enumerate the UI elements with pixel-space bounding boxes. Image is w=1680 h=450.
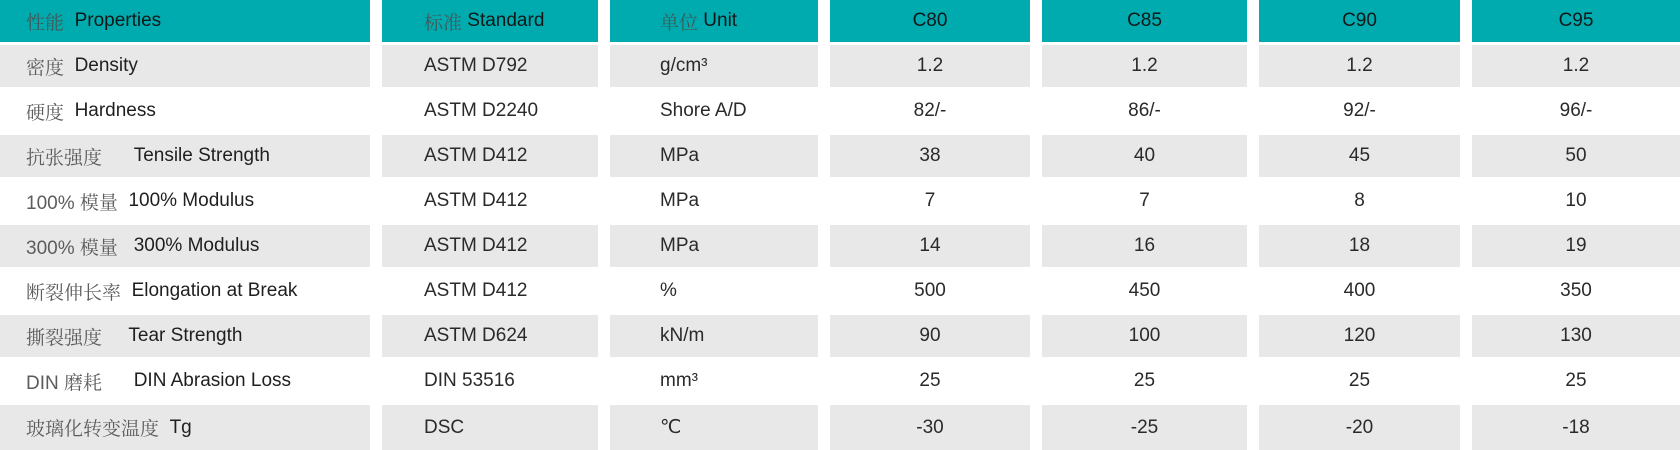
standard-text: ASTM D2240 — [424, 100, 539, 121]
unit-text: % — [660, 280, 677, 301]
property-zh: 密度 — [26, 57, 75, 79]
property-cell — [0, 180, 370, 222]
value-text: 38 — [919, 145, 941, 166]
value-text: 1.2 — [1131, 55, 1158, 76]
table-body — [0, 45, 1680, 450]
unit-cell — [610, 360, 818, 402]
unit-cell — [610, 315, 818, 357]
value-text: 7 — [1139, 190, 1150, 211]
unit-text: ℃ — [660, 417, 682, 438]
property-zh: 断裂伸长率 — [26, 282, 132, 304]
property-zh: 硬度 — [26, 102, 75, 124]
value-cell-c90 — [1259, 45, 1460, 87]
header-grade-c90 — [1259, 0, 1460, 42]
value-text: 10 — [1565, 190, 1587, 211]
standard-text: ASTM D412 — [424, 280, 528, 301]
unit-text: g/cm³ — [660, 55, 708, 76]
value-cell-c85 — [1042, 315, 1247, 357]
value-text: 8 — [1354, 190, 1365, 211]
property-zh: 玻璃化转变温度 — [26, 419, 170, 440]
property-cell — [0, 135, 370, 177]
property-en: Density — [74, 55, 138, 76]
value-text: 40 — [1133, 145, 1156, 166]
table-header-row — [0, 0, 1680, 42]
unit-text: MPa — [660, 190, 700, 211]
value-cell-c80 — [830, 270, 1030, 312]
header-unit — [610, 0, 818, 42]
value-text: 120 — [1343, 325, 1376, 346]
value-cell-c85 — [1042, 90, 1247, 132]
value-cell-c95 — [1472, 90, 1680, 132]
value-cell-c80 — [830, 405, 1030, 450]
property-zh: 抗张强度 — [26, 147, 134, 169]
value-text: 14 — [919, 235, 941, 256]
unit-cell — [610, 270, 818, 312]
value-text: 1.2 — [1562, 55, 1590, 76]
property-en: 100% Modulus — [128, 190, 255, 211]
value-cell-c95 — [1472, 180, 1680, 222]
unit-cell — [610, 225, 818, 267]
property-en: Elongation at Break — [131, 280, 298, 301]
value-cell-c80 — [830, 180, 1030, 222]
value-cell-c90 — [1259, 270, 1460, 312]
table-row — [0, 405, 1680, 450]
value-cell-c95 — [1472, 315, 1680, 357]
unit-cell — [610, 180, 818, 222]
unit-cell — [610, 135, 818, 177]
value-cell-c85 — [1042, 270, 1247, 312]
property-en: Tg — [169, 416, 192, 438]
value-cell-c90 — [1259, 90, 1460, 132]
value-cell-c95 — [1472, 225, 1680, 267]
value-text: 16 — [1133, 235, 1156, 256]
value-cell-c90 — [1259, 405, 1460, 450]
property-cell — [0, 405, 370, 450]
unit-text: Shore A/D — [660, 100, 747, 121]
value-cell-c80 — [830, 360, 1030, 402]
header-properties-en: Properties — [74, 10, 162, 31]
table-row — [0, 315, 1680, 357]
value-cell-c85 — [1042, 405, 1247, 450]
value-cell-c80 — [830, 135, 1030, 177]
value-text: -20 — [1345, 416, 1374, 438]
value-cell-c95 — [1472, 360, 1680, 402]
standard-cell — [382, 360, 598, 402]
value-text: 25 — [1348, 370, 1371, 391]
standard-cell — [382, 225, 598, 267]
property-cell — [0, 360, 370, 402]
standard-text: ASTM D412 — [424, 145, 528, 166]
unit-text: mm³ — [660, 370, 698, 391]
value-cell-c95 — [1472, 45, 1680, 87]
header-standard-en: Standard — [467, 10, 545, 31]
property-en: 300% Modulus — [133, 235, 260, 256]
header-grade-c85 — [1042, 0, 1247, 42]
property-en: Hardness — [74, 100, 156, 121]
header-grade-c95 — [1472, 0, 1680, 42]
value-text: 500 — [914, 280, 946, 301]
value-cell-c80 — [830, 45, 1030, 87]
unit-cell — [610, 90, 818, 132]
value-cell-c90 — [1259, 135, 1460, 177]
standard-text: ASTM D412 — [424, 190, 528, 211]
table-row — [0, 45, 1680, 87]
standard-text: ASTM D412 — [424, 235, 528, 256]
value-text: 18 — [1348, 235, 1371, 256]
value-text: 100 — [1128, 325, 1161, 346]
header-standard — [382, 0, 598, 42]
value-cell-c90 — [1259, 225, 1460, 267]
value-cell-c80 — [830, 90, 1030, 132]
value-cell-c80 — [830, 315, 1030, 357]
value-text: 86/- — [1128, 100, 1161, 121]
value-cell-c95 — [1472, 270, 1680, 312]
grade-label: C95 — [1558, 10, 1594, 31]
property-cell — [0, 315, 370, 357]
table-row — [0, 270, 1680, 312]
unit-text: MPa — [660, 145, 700, 166]
value-cell-c85 — [1042, 135, 1247, 177]
value-text: 90 — [919, 325, 941, 346]
property-zh: 300% 模量 — [26, 237, 134, 259]
value-text: 7 — [924, 190, 936, 211]
standard-cell — [382, 180, 598, 222]
value-cell-c90 — [1259, 180, 1460, 222]
value-text: 1.2 — [916, 55, 944, 76]
value-text: 82/- — [913, 100, 947, 121]
value-text: 25 — [1565, 370, 1587, 391]
property-zh: 撕裂强度 — [26, 327, 129, 349]
value-cell-c90 — [1259, 360, 1460, 402]
unit-text: MPa — [660, 235, 700, 256]
value-text: 130 — [1560, 325, 1592, 346]
unit-text: kN/m — [660, 325, 705, 346]
header-properties — [0, 0, 370, 42]
value-text: 450 — [1128, 280, 1161, 301]
value-text: 96/- — [1559, 100, 1593, 121]
value-text: 1.2 — [1346, 55, 1373, 76]
standard-text: ASTM D624 — [424, 325, 528, 346]
value-cell-c90 — [1259, 315, 1460, 357]
value-cell-c85 — [1042, 45, 1247, 87]
value-cell-c85 — [1042, 360, 1247, 402]
header-unit-zh: 单位 — [660, 12, 704, 34]
standard-cell — [382, 90, 598, 132]
table-row — [0, 360, 1680, 402]
value-text: 19 — [1565, 235, 1587, 256]
value-text: -18 — [1562, 416, 1590, 438]
header-unit-en: Unit — [703, 10, 738, 31]
value-text: 25 — [1133, 370, 1156, 391]
grade-label: C80 — [912, 10, 948, 31]
value-cell-c80 — [830, 225, 1030, 267]
value-cell-c95 — [1472, 405, 1680, 450]
standard-cell — [382, 315, 598, 357]
unit-cell — [610, 405, 818, 450]
property-en: Tear Strength — [128, 325, 243, 346]
table-row — [0, 225, 1680, 267]
property-en: Tensile Strength — [133, 145, 270, 166]
property-cell — [0, 90, 370, 132]
unit-cell — [610, 45, 818, 87]
standard-text: ASTM D792 — [424, 55, 528, 76]
property-cell — [0, 225, 370, 267]
table-row — [0, 90, 1680, 132]
value-cell-c95 — [1472, 135, 1680, 177]
value-text: 92/- — [1343, 100, 1376, 121]
value-cell-c85 — [1042, 180, 1247, 222]
standard-cell — [382, 405, 598, 450]
table-row — [0, 180, 1680, 222]
value-text: -30 — [916, 416, 944, 438]
standard-text: DSC — [424, 416, 465, 438]
property-cell — [0, 45, 370, 87]
value-cell-c85 — [1042, 225, 1247, 267]
standard-cell — [382, 135, 598, 177]
property-cell — [0, 270, 370, 312]
standard-cell — [382, 270, 598, 312]
property-en: DIN Abrasion Loss — [133, 370, 292, 391]
value-text: 45 — [1348, 145, 1371, 166]
header-standard-zh: 标准 — [424, 12, 468, 34]
property-zh: 100% 模量 — [26, 192, 129, 214]
value-text: 350 — [1560, 280, 1592, 301]
value-text: -25 — [1130, 416, 1159, 438]
header-grade-c80 — [830, 0, 1030, 42]
table-row — [0, 135, 1680, 177]
standard-text: DIN 53516 — [424, 370, 515, 391]
grade-label: C90 — [1342, 10, 1377, 31]
value-text: 25 — [919, 370, 941, 391]
value-text: 400 — [1343, 280, 1376, 301]
grade-label: C85 — [1127, 10, 1162, 31]
value-text: 50 — [1565, 145, 1587, 166]
standard-cell — [382, 45, 598, 87]
property-zh: DIN 磨耗 — [26, 372, 134, 394]
header-properties-zh: 性能 — [26, 12, 75, 34]
